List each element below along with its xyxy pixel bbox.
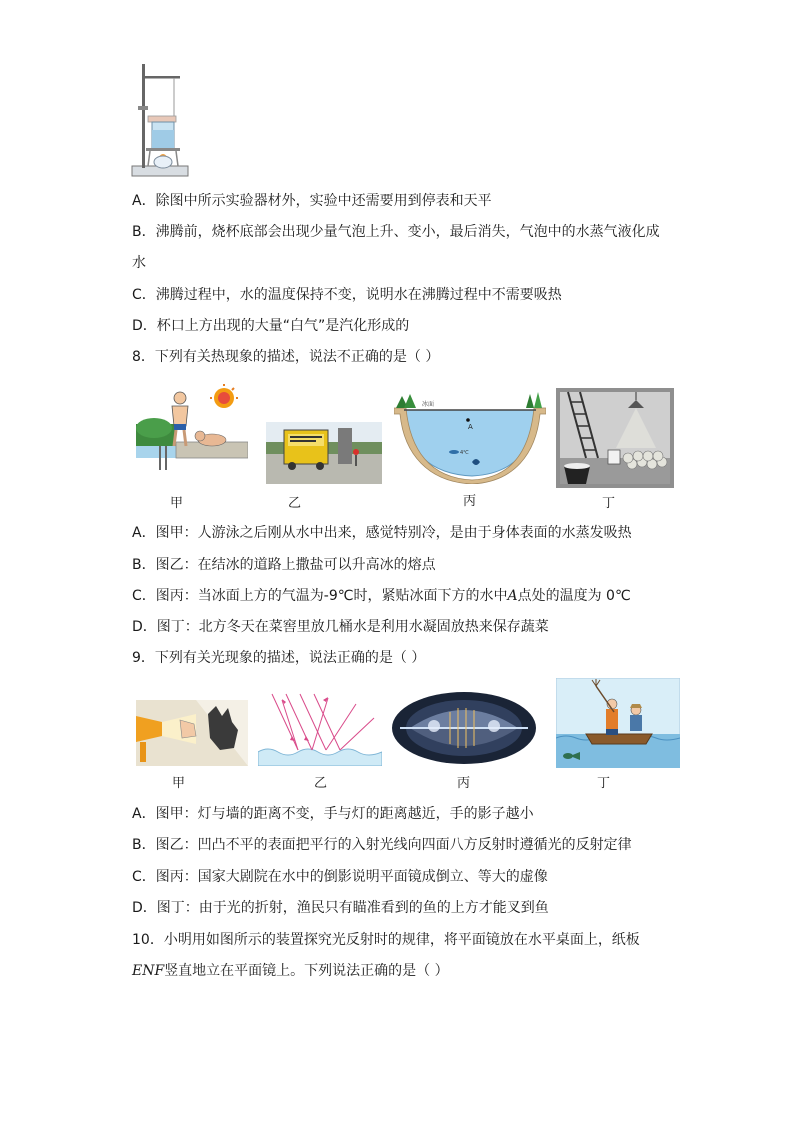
boiling-apparatus-figure	[130, 62, 190, 180]
q9-caption-ding: 丁	[597, 776, 611, 791]
q9-option-a: A．图甲：灯与墙的距离不变，手与灯的距离越近，手的影子越小	[132, 806, 534, 822]
bottom-temperature-label: 4℃	[460, 450, 469, 456]
q9-option-c: C．图丙：国家大剧院在水中的倒影说明平面镜成倒立、等大的虚像	[132, 869, 548, 885]
q9-option-b: B．图乙：凹凸不平的表面把平行的入射光线向四面八方反射时遵循光的反射定律	[132, 837, 632, 853]
q9-figure-jia-hand-shadow	[136, 700, 248, 766]
q8-option-b: B．图乙：在结冰的道路上撒盐可以升高冰的熔点	[132, 557, 436, 573]
q8-option-c-point: A	[507, 588, 518, 604]
q7-option-b-continued: 水	[132, 255, 146, 271]
point-a-label: A	[468, 423, 473, 431]
q9-figure-yi-diffuse-reflection	[258, 690, 382, 766]
q8-caption-yi: 乙	[288, 496, 302, 511]
q7-option-a: A．除图中所示实验器材外，实验中还需要用到停表和天平	[132, 193, 492, 209]
q7-option-d: D．杯口上方出现的大量“白气”是汽化形成的	[132, 318, 410, 334]
q9-stem: 9．下列有关光现象的描述，说法正确的是（ ）	[132, 650, 426, 666]
q8-caption-ding: 丁	[602, 496, 616, 511]
q8-figure-ding-cellar	[556, 388, 674, 488]
q8-figure-bing-pond	[394, 390, 546, 484]
q8-option-c-text-end: 点处的温度为 0℃	[517, 588, 631, 604]
q9-option-d: D．图丁：由于光的折射，渔民只有瞄准看到的鱼的上方才能叉到鱼	[132, 900, 549, 916]
q10-stem-line1: 10．小明用如图所示的装置探究光反射时的规律，将平面镜放在水平桌面上，纸板	[132, 932, 640, 948]
q8-caption-bing: 丙	[463, 494, 477, 509]
q8-caption-jia: 甲	[170, 496, 184, 511]
q10-stem-line2	[132, 961, 449, 981]
q10-stem-line2-text: 竖直地立在平面镜上。下列说法正确的是（ ）	[164, 963, 449, 979]
q7-option-b: B．沸腾前，烧杯底部会出现少量气泡上升、变小，最后消失，气泡中的水蒸气液化成	[132, 224, 660, 240]
q10-board-label: ENF	[132, 963, 165, 979]
q9-figure-ding-fisherman	[556, 678, 680, 768]
q8-figure-yi-salt-truck	[266, 422, 382, 484]
q9-caption-jia: 甲	[172, 776, 186, 791]
q8-option-d: D．图丁：北方冬天在菜窖里放几桶水是利用水凝固放热来保存蔬菜	[132, 619, 549, 635]
q8-figure-jia-swimmer	[136, 384, 248, 474]
q8-option-a: A．图甲：人游泳之后刚从水中出来，感觉特别冷，是由于身体表面的水蒸发吸热	[132, 525, 632, 541]
q8-stem: 8．下列有关热现象的描述，说法不正确的是（ ）	[132, 349, 440, 365]
ice-surface-label: 冰面	[422, 401, 435, 408]
q9-caption-bing: 丙	[457, 776, 471, 791]
q9-figure-bing-grand-theater	[392, 690, 536, 766]
q8-option-c-text: C．图丙：当冰面上方的气温为-9℃时，紧贴冰面下方的水中	[132, 588, 508, 604]
q8-option-c	[132, 586, 631, 606]
q9-caption-yi: 乙	[314, 776, 328, 791]
q7-option-c: C．沸腾过程中，水的温度保持不变，说明水在沸腾过程中不需要吸热	[132, 287, 562, 303]
